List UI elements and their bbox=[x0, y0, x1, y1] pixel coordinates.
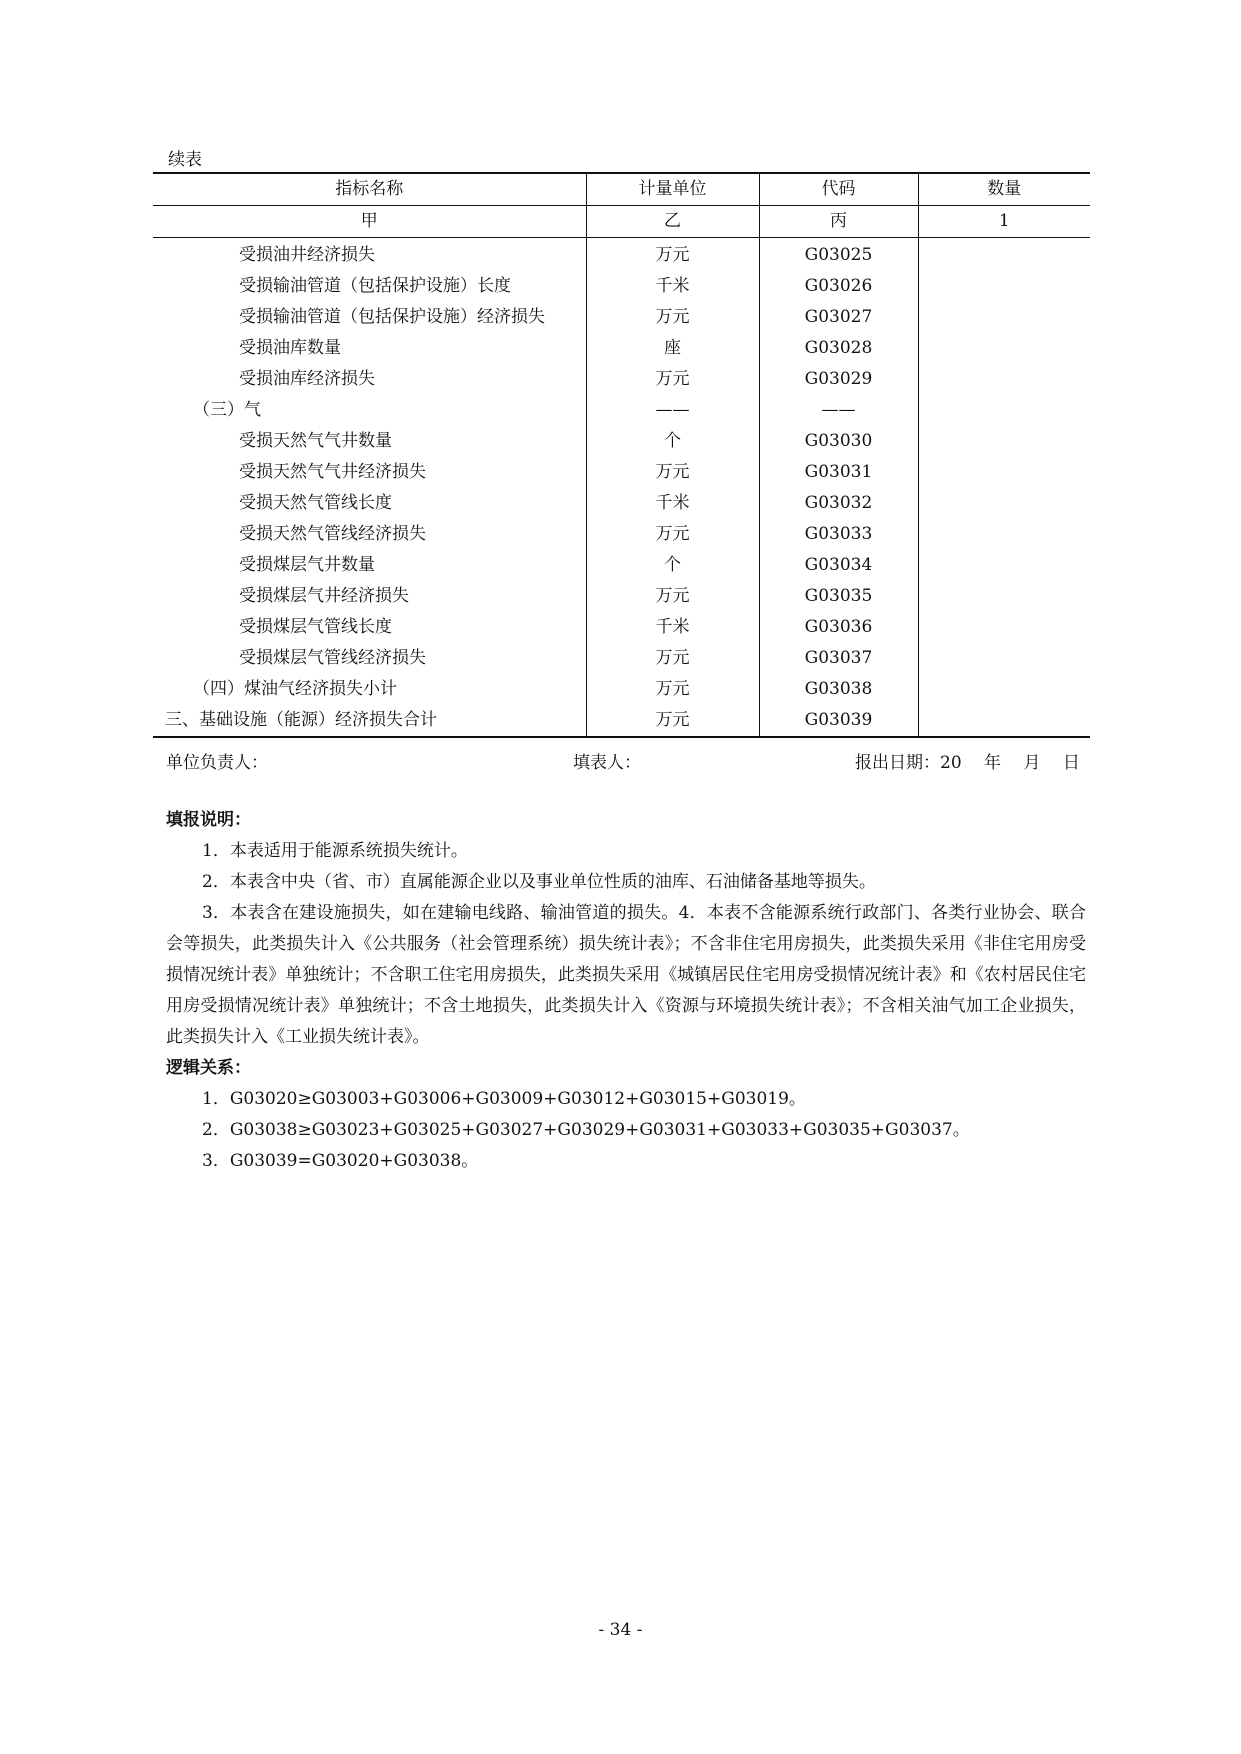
table-row bbox=[153, 238, 1090, 272]
row-name: 三、基础设施（能源）经济损失合计 bbox=[153, 705, 586, 737]
unit-head-label: 单位负责人： bbox=[166, 753, 268, 773]
row-unit: 万元 bbox=[586, 643, 759, 674]
report-date-label: 报出日期：20 年 月 日 bbox=[855, 753, 1080, 773]
row-quantity-cell[interactable] bbox=[918, 333, 1090, 364]
table-row bbox=[153, 705, 1090, 737]
row-unit: 万元 bbox=[586, 581, 759, 612]
row-quantity-cell[interactable] bbox=[918, 271, 1090, 302]
row-unit: 万元 bbox=[586, 238, 759, 272]
row-code: G03031 bbox=[759, 457, 918, 488]
row-quantity-cell[interactable] bbox=[918, 302, 1090, 333]
header-row bbox=[153, 173, 1090, 206]
row-code: G03027 bbox=[759, 302, 918, 333]
row-unit: 万元 bbox=[586, 705, 759, 737]
row-quantity-cell[interactable] bbox=[918, 674, 1090, 705]
row-unit: 个 bbox=[586, 550, 759, 581]
row-quantity-cell[interactable] bbox=[918, 238, 1090, 272]
row-quantity-cell[interactable] bbox=[918, 457, 1090, 488]
row-name: 受损煤层气井经济损失 bbox=[239, 586, 409, 606]
table-row bbox=[153, 426, 1090, 457]
subheader-row bbox=[153, 206, 1090, 238]
row-name: 受损油井经济损失 bbox=[239, 245, 375, 265]
table-row bbox=[153, 550, 1090, 581]
instruction-item: 3．本表含在建设施损失，如在建输电线路、输油管道的损失。4．本表不含能源系统行政部门、各类行业协会、联合会等损失，此类损失计入《公共服务（社会管理系统）损失统计表》；不含非住宅用房损失，此类损失采用《非住宅用房受损情况统计表》单独统计；不含职工住宅用房损失，此类损失采用《城镇居民住宅用房受损情况统计表》和《农村居民住宅用房受损情况统计表》单独统计；不含土地损失，此类损失计入《资源与环境损失统计表》；不含相关油气加工企业损失，此类损失计入《工业损失统计表》。 bbox=[166, 903, 1086, 1047]
row-code: —— bbox=[759, 395, 918, 426]
subheader-yi: 乙 bbox=[586, 206, 759, 238]
header-code: 代码 bbox=[759, 173, 918, 206]
row-name: 受损天然气管线经济损失 bbox=[239, 524, 426, 544]
row-unit: 千米 bbox=[586, 488, 759, 519]
row-name: 受损煤层气井数量 bbox=[239, 555, 375, 575]
table-row bbox=[153, 364, 1090, 395]
table-row bbox=[153, 519, 1090, 550]
row-code: G03034 bbox=[759, 550, 918, 581]
row-unit: 万元 bbox=[586, 302, 759, 333]
row-code: G03026 bbox=[759, 271, 918, 302]
row-unit: 万元 bbox=[586, 457, 759, 488]
row-code: G03030 bbox=[759, 426, 918, 457]
notes-section bbox=[166, 805, 1086, 1177]
table-row bbox=[153, 612, 1090, 643]
row-unit: 座 bbox=[586, 333, 759, 364]
row-quantity-cell[interactable] bbox=[918, 519, 1090, 550]
row-code: G03037 bbox=[759, 643, 918, 674]
row-name: 受损煤层气管线经济损失 bbox=[239, 648, 426, 668]
table-row bbox=[153, 643, 1090, 674]
instruction-item: 2．本表含中央（省、市）直属能源企业以及事业单位性质的油库、石油储备基地等损失。 bbox=[202, 872, 876, 892]
header-quantity: 数量 bbox=[918, 173, 1090, 206]
continuation-label: 续表 bbox=[168, 150, 202, 170]
row-quantity-cell[interactable] bbox=[918, 426, 1090, 457]
row-name: 受损天然气气井数量 bbox=[239, 431, 392, 451]
row-code: G03033 bbox=[759, 519, 918, 550]
instructions-heading: 填报说明： bbox=[166, 810, 251, 830]
logic-item: 1．G03020≥G03003+G03006+G03009+G03012+G03015+G03019。 bbox=[202, 1089, 806, 1109]
row-unit: 万元 bbox=[586, 364, 759, 395]
row-quantity-cell[interactable] bbox=[918, 705, 1090, 737]
table-row bbox=[153, 457, 1090, 488]
instruction-item: 1．本表适用于能源系统损失统计。 bbox=[202, 841, 468, 861]
subheader-bing: 丙 bbox=[759, 206, 918, 238]
subheader-one: 1 bbox=[918, 206, 1090, 238]
row-code: G03029 bbox=[759, 364, 918, 395]
row-name: （三）气 bbox=[193, 400, 261, 420]
row-name: 受损天然气管线长度 bbox=[239, 493, 392, 513]
row-quantity-cell[interactable] bbox=[918, 612, 1090, 643]
row-quantity-cell[interactable] bbox=[918, 395, 1090, 426]
row-name: 受损煤层气管线长度 bbox=[239, 617, 392, 637]
row-unit: 个 bbox=[586, 426, 759, 457]
row-code: G03028 bbox=[759, 333, 918, 364]
row-name: （四）煤油气经济损失小计 bbox=[193, 679, 397, 699]
logic-heading: 逻辑关系： bbox=[166, 1058, 251, 1078]
header-indicator-name: 指标名称 bbox=[153, 173, 586, 206]
row-name: 受损天然气气井经济损失 bbox=[239, 462, 426, 482]
row-code: G03038 bbox=[759, 674, 918, 705]
table-row bbox=[153, 488, 1090, 519]
row-code: G03039 bbox=[759, 705, 918, 737]
subheader-jia: 甲 bbox=[153, 206, 586, 238]
row-code: G03036 bbox=[759, 612, 918, 643]
row-unit: —— bbox=[586, 395, 759, 426]
row-name: 受损油库数量 bbox=[239, 338, 341, 358]
table-row bbox=[153, 302, 1090, 333]
row-unit: 万元 bbox=[586, 674, 759, 705]
row-name: 受损输油管道（包括保护设施）经济损失 bbox=[239, 307, 545, 327]
row-code: G03025 bbox=[759, 238, 918, 272]
row-quantity-cell[interactable] bbox=[918, 581, 1090, 612]
row-unit: 万元 bbox=[586, 519, 759, 550]
row-quantity-cell[interactable] bbox=[918, 643, 1090, 674]
header-unit: 计量单位 bbox=[586, 173, 759, 206]
logic-item: 3．G03039=G03020+G03038。 bbox=[202, 1151, 479, 1171]
row-unit: 千米 bbox=[586, 271, 759, 302]
table-row bbox=[153, 271, 1090, 302]
table-row bbox=[153, 674, 1090, 705]
logic-item: 2．G03038≥G03023+G03025+G03027+G03029+G03031+G03033+G03035+G03037。 bbox=[202, 1120, 970, 1140]
row-name: 受损输油管道（包括保护设施）长度 bbox=[239, 276, 511, 296]
row-unit: 千米 bbox=[586, 612, 759, 643]
page-number: - 34 - bbox=[598, 1620, 643, 1640]
table-row bbox=[153, 581, 1090, 612]
row-code: G03032 bbox=[759, 488, 918, 519]
row-name: 受损油库经济损失 bbox=[239, 369, 375, 389]
row-quantity-cell[interactable] bbox=[918, 550, 1090, 581]
statistics-table bbox=[153, 172, 1090, 738]
row-code: G03035 bbox=[759, 581, 918, 612]
filler-label: 填表人： bbox=[573, 753, 641, 773]
table-row bbox=[153, 333, 1090, 364]
row-quantity-cell[interactable] bbox=[918, 488, 1090, 519]
row-quantity-cell[interactable] bbox=[918, 364, 1090, 395]
table-row bbox=[153, 395, 1090, 426]
